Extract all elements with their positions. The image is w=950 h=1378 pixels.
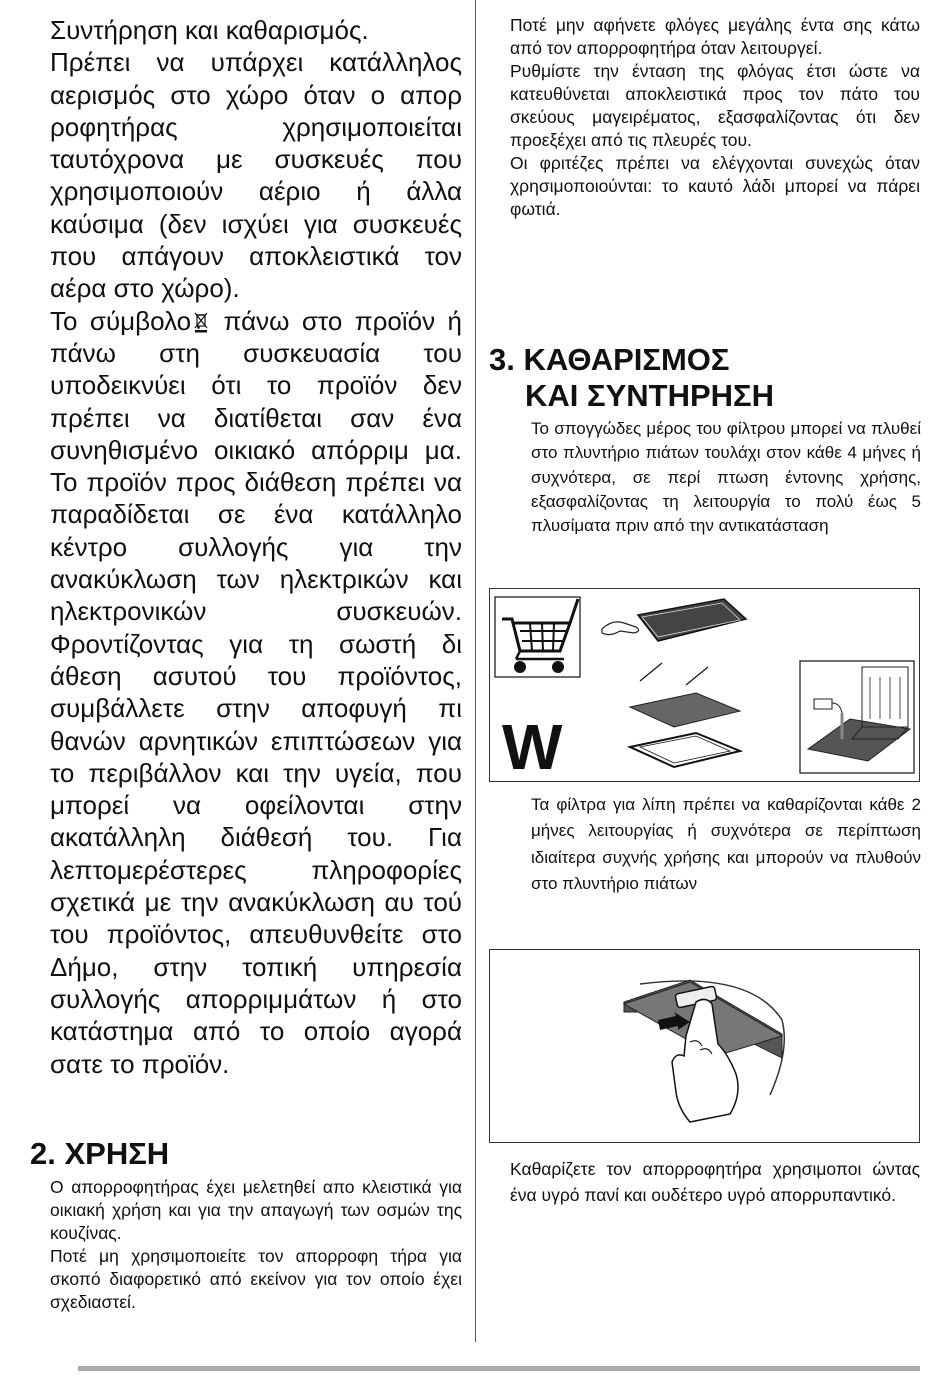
column-divider <box>475 0 476 1342</box>
cleaning-heading-line1: 3. ΚΑΘΑΡΙΣΜΟΣ <box>489 342 730 377</box>
fryer-warning-paragraph: Οι φριτέζες πρέπει να ελέγχονται συνεχώς όταν χρησιμοποιούνται: το καυτό λάδι μπορεί να πάρει φωτιά. <box>510 153 920 219</box>
disposal-text-start: Το σύμβολο <box>50 305 192 336</box>
filter-panel-icon <box>602 599 746 641</box>
hand-releasing-filter-icon <box>490 950 919 1142</box>
disposal-text-rest: πάνω στο προϊόν ή πάνω στη συσκευασία του υποδεικνύει ότι το προϊόν δεν πρέπει να διατίθεται σαν ένα συνηθισμένο οικιακό απόρριμ μα. Το προϊόν προς διάθεση πρέπει να παραδίδεται σε ένα κατάλληλο κέντρο συλλογής για την ανακύκλωση των ηλεκτρικών και ηλεκτρονικών συσκευών. Φροντίζοντας για τη σωστή δι άθεση ασυτού του προϊόντος, συμβάλλετε στην αποφυγή πι θανών αρνητικών επιπτώσεων για το περιβάλλον και την υγεία, που μπορεί να οφείλονται στην ακατάλληλη διάθεσή του. Για λεπτομερέστερες πληροφορίες σχετικά με την ανακύκλωση αυ τού του προϊόντος, απευθυνθείτε στο Δήμο, στην τοπική υπηρεσία συλλογής απορριμμάτων ή στο κατάστημα από το οποίο αγορά σατε το προϊόν. <box>50 305 462 1079</box>
wipe-text-block <box>510 1156 920 1208</box>
left-column <box>50 14 462 1080</box>
filter-washing-figure <box>489 588 920 782</box>
grease-filter-paragraph: Τα φίλτρα για λίπη πρέπει να καθαρίζονται κάθε 2 μήνες λειτουργίας ή συχνότερα σε περίπτωση ιδιαίτερα συχνής χρήσης και μπορούν να πλυθούν στο πλυντήριο πιάτων <box>531 795 921 893</box>
cleaning-heading-line2: ΚΑΙ ΣΥΝΤΗΡΗΣΗ <box>525 378 775 413</box>
disposal-paragraph <box>50 305 462 1080</box>
shopping-cart-icon <box>495 597 580 677</box>
crossed-out-wheelie-bin-icon <box>194 311 208 333</box>
filter-washing-illustration <box>490 589 919 781</box>
footer-rule <box>78 1366 920 1371</box>
use-paragraph-1: Ο απορροφητήρας έχει μελετηθεί απο κλειστικά για οικιακή χρήση και για την απαγωγή των οσμών της κουζίνας. <box>50 1177 462 1243</box>
use-section-heading: 2. ΧΡΗΣΗ <box>30 1136 170 1171</box>
sponge-filter-paragraph: Το σπογγώδες μέρος του φίλτρου μπορεί να πλυθεί στο πλυντήριο πιάτων τουλάχι στον κάθε 4 μήνες ή συχνότερα, σε περί πτωση έντονης χρήσης, εξασφαλίζοντας τη λειτουργία το πολύ έως 5 πλυσίματα πριν από την αντικατάσταση <box>531 419 921 536</box>
right-column-top <box>510 14 920 221</box>
wipe-paragraph: Καθαρίζετε τον απορροφητήρα χρησιμοποι ώντας ένα υγρό πανί και ουδέτερο υγρό απορρυπαντικό. <box>510 1159 920 1205</box>
cleaning-section-heading <box>489 342 774 414</box>
flame-warning-paragraph: Ποτέ μην αφήνετε φλόγες μεγάλης έντα σης κάτω από τον απορροφητήρα όταν λειτουργεί. <box>510 15 920 58</box>
flame-adjust-paragraph: Ρυθμίστε την ένταση της φλόγας έτσι ώστε να κατευθύνεται αποκλειστικά προς τον πάτο του σκεύους μαγειρέματος, εξασφαλίζοντας ότι δεν προεξέχει από τις πλευρές του. <box>510 61 920 150</box>
filter-removal-figure <box>489 949 920 1143</box>
grease-filter-text-block <box>531 792 921 897</box>
maintenance-subtitle: Συντήρηση και καθαρισμός. <box>50 15 369 45</box>
sponge-filter-text-block <box>531 417 921 538</box>
dishwasher-icon <box>800 661 914 773</box>
use-paragraph-2: Ποτέ μη χρησιμοποιείτε τον απορροφη τήρα για σκοπό διαφορετικό από εκείνον για τον οποίο έχει σχεδιαστεί. <box>50 1246 462 1312</box>
ventilation-paragraph: Πρέπει να υπάρχει κατάλληλος αερισμός στο χώρο όταν ο απορ ροφητήρας χρησιμοποιείται ταυτόχρονα με συσκευές που χρησιμοποιούν αέριο ή άλλα καύσιμα (δεν ισχύει για συσκευές που απάγουν αποκλειστικά τον αέρα στο χώρο). <box>50 47 462 304</box>
figure-letter-w: W <box>502 711 563 781</box>
use-section-body <box>50 1176 462 1314</box>
